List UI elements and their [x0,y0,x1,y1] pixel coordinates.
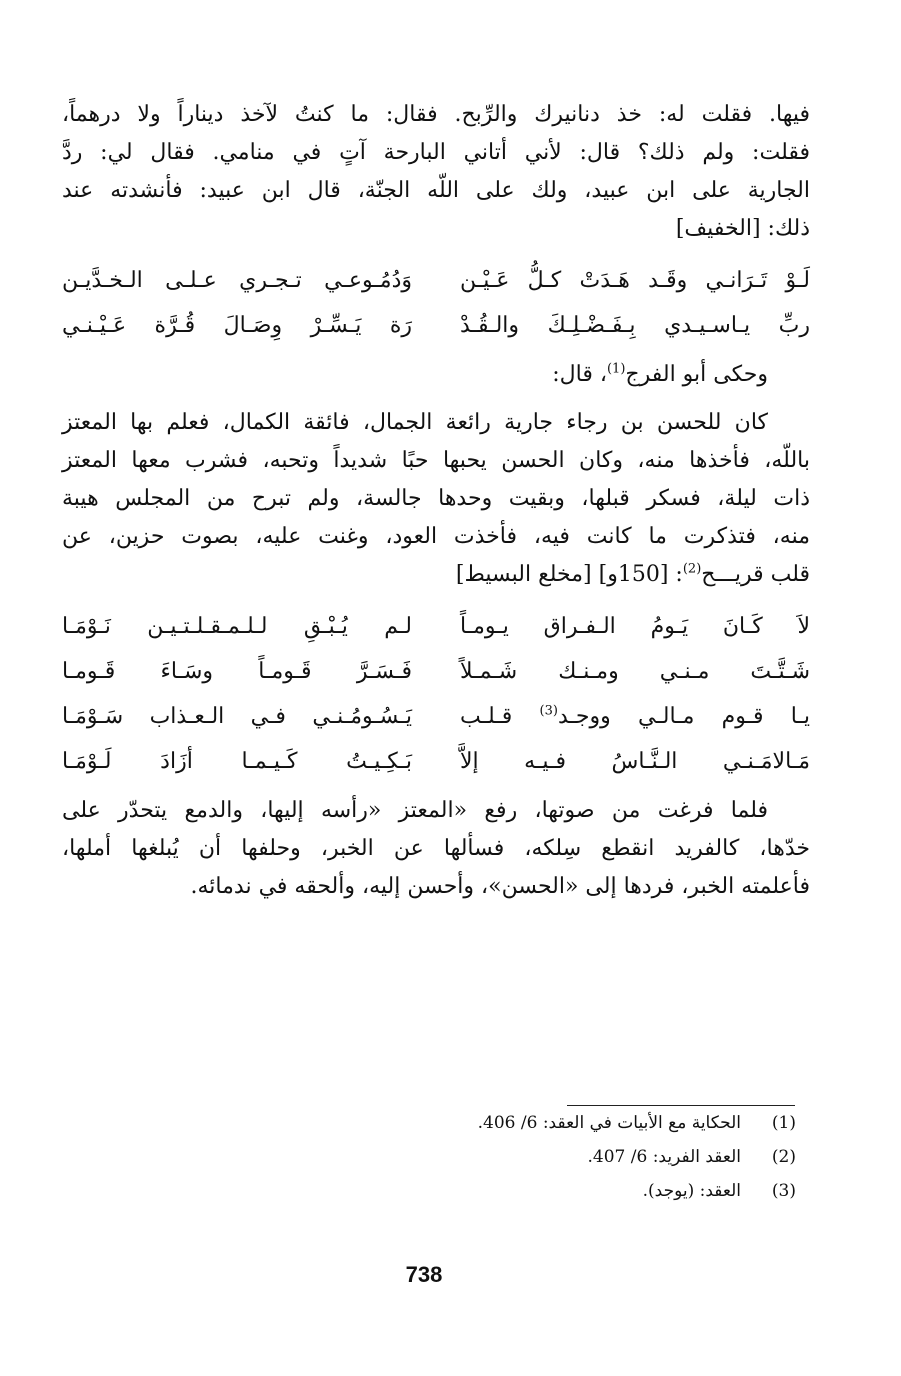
text-line: فلما فرغت من صوتها، رفع «المعتز «رأسه إليها، والدمع يتحدّر على [62,798,768,823]
footnote-text: العقد الفريد: 6/ 407. [587,1147,741,1167]
verse-second-hemistich: وَدُمُـوعـي تـجـري عـلـى الـخـدَّيـن [62,267,412,293]
page-number: 738 [405,1262,443,1287]
attribution-line [62,356,810,394]
footnote [62,1140,810,1174]
footnote-ref: (1) [606,361,626,377]
text-line: ذات ليلة، فسكر قبلها، وبقيت وحدها جالسة، ولم تبرح من المجلس هيبة [62,486,810,511]
poem-2 [62,604,810,784]
footnote [62,1174,810,1208]
verse-first-hemistich [460,698,810,736]
text-segment: قلب قريـــح [701,562,810,587]
verse-second-hemistich: فَـسَـرَّ قَـومـاً وسَـاءَ قَـومـا [62,658,412,684]
footnote-ref: (2) [682,561,702,577]
text-line: كان للحسن بن رجاء جارية رائعة الجمال، فائقة الكمال، فعلم بها المعتز [62,410,768,435]
attribution-text-end: ، قال: [552,362,607,387]
verse-line [62,303,810,348]
text-line: الجارية على ابن عبيد، ولك على اللّه الجنّة، قال ابن عبيد: فأنشدته عند [62,178,810,203]
verse-first-hemistich: لاَ كَـانَ يَـومُ الـفـراق يـومـاً [460,613,810,639]
verse-second-hemistich: بَـكِـيـتُ كَـيـمـا أزَادَ لَـوْمَـا [62,748,412,774]
page-body [62,96,810,916]
verse-first-hemistich: مَـالامَـنـي الـنَّـاسُ فـيـه إلاَّ [460,748,810,774]
footnote-ref: (3) [539,703,558,719]
verse-first-hemistich: لَـوْ تَـرَانـي وقَـد هَـدَتْ كـلُّ عَـيْـن [460,267,810,293]
verse-line [62,739,810,784]
verse-second-hemistich: يَـسُـومُـنـي فـي الـعـذاب سَـوْمَـا [62,703,412,729]
text-line: فيها. فقلت له: خذ دنانيرك والرِّبح. فقال: ما كنتُ لآخذ ديناراً ولا درهماً، [62,102,810,127]
verse-line [62,604,810,649]
text-segment: يـا قـوم مـالـي ووجـد [557,703,810,729]
text-segment: قـلـب [460,703,540,729]
text-line: باللّه، فأخذها منه، وكان الحسن يحبها حبًا شديداً وتحبه، فشرب معها المعتز [62,448,810,473]
text-line: فقلت: ولم ذلك؟ قال: لأني أتاني البارحة آتٍ في منامي. فقال لي: ردَّ [62,140,810,165]
paragraph-2 [62,404,810,594]
verse-line [62,258,810,303]
footnote-text: الحكاية مع الأبيات في العقد: 6/ 406. [477,1113,741,1133]
verse-first-hemistich: شَـتَّـتَ مـنـي ومـنـك شَـمـلاً [460,658,810,684]
attribution-text: وحكى أبو الفرج [625,362,768,387]
footnote [62,1106,810,1140]
text-line: خدّها، كالفريد انقطع سِلكه، فسألها عن الخبر، وحلفها أن يُبلغها أملها، [62,836,810,861]
verse-line [62,649,810,694]
text-line: ذلك: [الخفيف] [675,216,810,241]
text-line: فأعلمته الخبر، فردها إلى «الحسن»، وأحسن إليه، وألحقه في ندمائه. [190,874,810,899]
poem-1 [62,258,810,348]
text-line [62,556,810,594]
verse-line [62,694,810,739]
verse-first-hemistich: ربِّ يـاسـيـدي بِـفَـضْـلِـكَ والـقُـدْ [460,312,810,338]
paragraph-3 [62,792,810,906]
meter-label: : [150و] [مخلع البسيط] [455,562,683,587]
text-line: منه، فتذكرت ما كانت فيه، فأخذت العود، وغنت عليه، بصوت حزين، عن [62,524,810,549]
footnote-number: (2) [771,1147,796,1167]
paragraph-1 [62,96,810,248]
verse-second-hemistich: رَة يَـسِّـرْ وِصَـالَ قُـرَّة عَـيْـنـي [62,312,412,338]
footnote-text: العقد: (يوجد). [642,1181,741,1201]
footnote-number: (3) [771,1181,796,1201]
verse-second-hemistich: لـم يُـبْـقِ لـلـمـقـلـتـيـن نَـوْمَـا [62,613,412,639]
footnote-number: (1) [771,1113,796,1133]
footnotes [62,1106,810,1208]
